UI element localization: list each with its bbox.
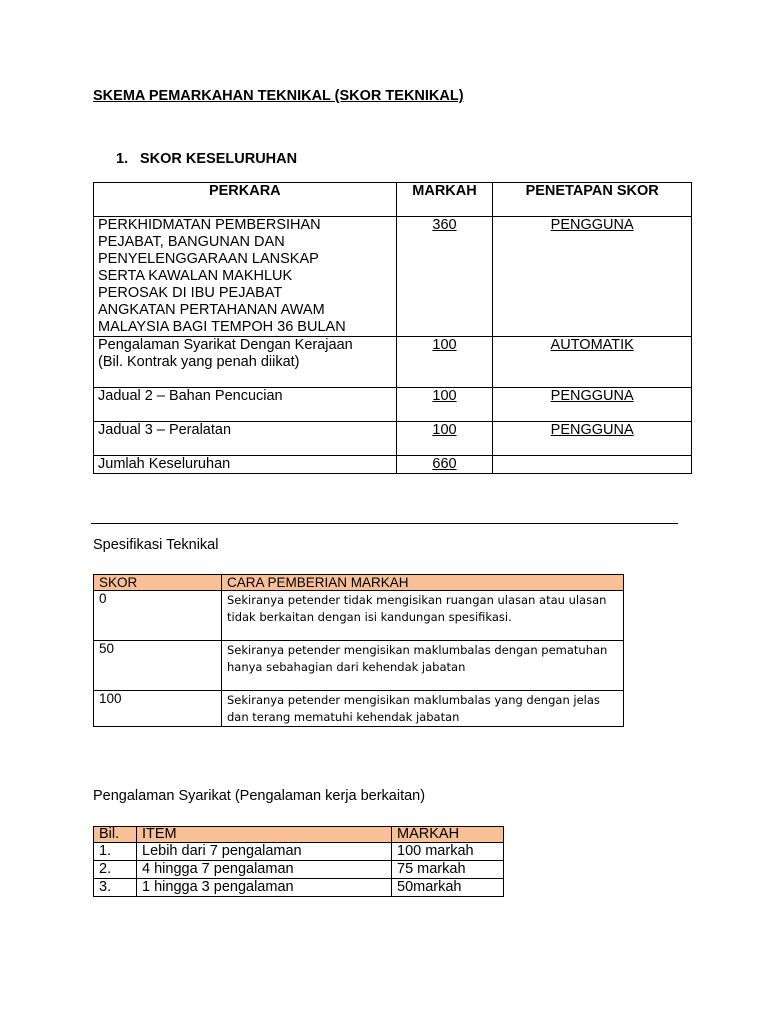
- header-item: ITEM: [137, 827, 392, 843]
- markah-cell: 75 markah: [392, 861, 504, 879]
- table-row: [94, 591, 624, 641]
- desc-line: Sekiranya petender tidak mengisikan ruangan ulasan atau ulasan: [227, 593, 607, 607]
- penetapan-cell: [493, 422, 692, 456]
- perkara-line: MALAYSIA BAGI TEMPOH 36 BULAN: [98, 319, 346, 335]
- markah-cell: 50markah: [392, 879, 504, 897]
- header-markah: MARKAH: [396, 183, 493, 217]
- perkara-cell: [94, 388, 397, 422]
- pengalaman-table-header: [94, 827, 504, 843]
- perkara-cell: [94, 337, 397, 388]
- bil-cell: 1.: [94, 843, 137, 861]
- bil-cell: 3.: [94, 879, 137, 897]
- spec-heading: Spesifikasi Teknikal: [93, 537, 219, 553]
- pengalaman-heading: Pengalaman Syarikat (Pengalaman kerja berkaitan): [93, 788, 426, 804]
- perkara-line: Jumlah Keseluruhan: [98, 456, 231, 472]
- desc-cell: [222, 691, 624, 727]
- skor-cell: 0: [94, 591, 222, 641]
- markah-cell: [396, 456, 493, 474]
- table-row: [94, 641, 624, 691]
- skor-cell: 50: [94, 641, 222, 691]
- perkara-line: (Bil. Kontrak yang penah diikat): [98, 354, 300, 370]
- penetapan-cell: [493, 337, 692, 388]
- header-perkara: PERKARA: [94, 183, 397, 217]
- header-cara-pemberian-markah: CARA PEMBERIAN MARKAH: [222, 575, 624, 591]
- markah-value: 660: [432, 456, 457, 472]
- item-cell: 4 hingga 7 pengalaman: [137, 861, 392, 879]
- desc-cell: [222, 641, 624, 691]
- desc-line: dan terang mematuhi kehendak jabatan: [227, 710, 460, 724]
- perkara-line: PERKHIDMATAN PEMBERSIHAN: [98, 217, 321, 233]
- markah-cell: [396, 422, 493, 456]
- spec-table: [93, 574, 624, 727]
- score-table-header: [94, 183, 692, 217]
- penetapan-cell: [493, 217, 692, 337]
- header-markah: MARKAH: [392, 827, 504, 843]
- markah-value: 100: [432, 422, 457, 438]
- document-title: SKEMA PEMARKAHAN TEKNIKAL (SKOR TEKNIKAL): [93, 88, 464, 104]
- markah-value: 360: [432, 217, 457, 233]
- perkara-line: Jadual 2 – Bahan Pencucian: [98, 388, 283, 404]
- table-row: [94, 691, 624, 727]
- table-row: [94, 879, 504, 897]
- perkara-line: PEJABAT, BANGUNAN DAN: [98, 234, 285, 250]
- header-bil: Bil.: [94, 827, 137, 843]
- markah-cell: [396, 217, 493, 337]
- table-row: [94, 337, 692, 388]
- perkara-line: SERTA KAWALAN MAKHLUK: [98, 268, 293, 284]
- penetapan-value: AUTOMATIK: [550, 337, 634, 353]
- section-number: 1.: [116, 151, 129, 167]
- header-penetapan-skor: PENETAPAN SKOR: [493, 183, 692, 217]
- bil-cell: 2.: [94, 861, 137, 879]
- perkara-line: PEROSAK DI IBU PEJABAT: [98, 285, 283, 301]
- markah-value: 100: [432, 388, 457, 404]
- desc-line: Sekiranya petender mengisikan maklumbalas dengan pematuhan: [227, 643, 608, 657]
- item-cell: 1 hingga 3 pengalaman: [137, 879, 392, 897]
- desc-line: hanya sebahagian dari kehendak jabatan: [227, 660, 466, 674]
- section-heading: [116, 151, 297, 167]
- desc-cell: [222, 591, 624, 641]
- table-row: [94, 861, 504, 879]
- section-heading-text: SKOR KESELURUHAN: [140, 151, 298, 167]
- spec-table-header: [94, 575, 624, 591]
- perkara-line: Jadual 3 – Peralatan: [98, 422, 232, 438]
- table-row: [94, 422, 692, 456]
- perkara-line: Pengalaman Syarikat Dengan Kerajaan: [98, 337, 353, 353]
- divider: [91, 523, 678, 524]
- penetapan-value: PENGGUNA: [550, 217, 634, 233]
- desc-line: Sekiranya petender mengisikan maklumbalas yang dengan jelas: [227, 693, 600, 707]
- markah-value: 100: [432, 337, 457, 353]
- penetapan-value: PENGGUNA: [550, 422, 634, 438]
- table-row: [94, 843, 504, 861]
- markah-cell: [396, 388, 493, 422]
- perkara-cell: [94, 456, 397, 474]
- header-skor: SKOR: [94, 575, 222, 591]
- desc-line: tidak berkaitan dengan isi kandungan spesifikasi.: [227, 610, 512, 624]
- table-row: [94, 388, 692, 422]
- perkara-line: PENYELENGGARAAN LANSKAP: [98, 251, 319, 267]
- perkara-line: ANGKATAN PERTAHANAN AWAM: [98, 302, 325, 318]
- skor-cell: 100: [94, 691, 222, 727]
- item-cell: Lebih dari 7 pengalaman: [137, 843, 392, 861]
- pengalaman-table: [93, 826, 504, 897]
- penetapan-cell: [493, 456, 692, 474]
- penetapan-cell: [493, 388, 692, 422]
- score-table: [93, 182, 692, 474]
- penetapan-value: PENGGUNA: [550, 388, 634, 404]
- perkara-cell: [94, 422, 397, 456]
- markah-cell: [396, 337, 493, 388]
- table-row: [94, 217, 692, 337]
- perkara-cell: [94, 217, 397, 337]
- table-row-total: [94, 456, 692, 474]
- markah-cell: 100 markah: [392, 843, 504, 861]
